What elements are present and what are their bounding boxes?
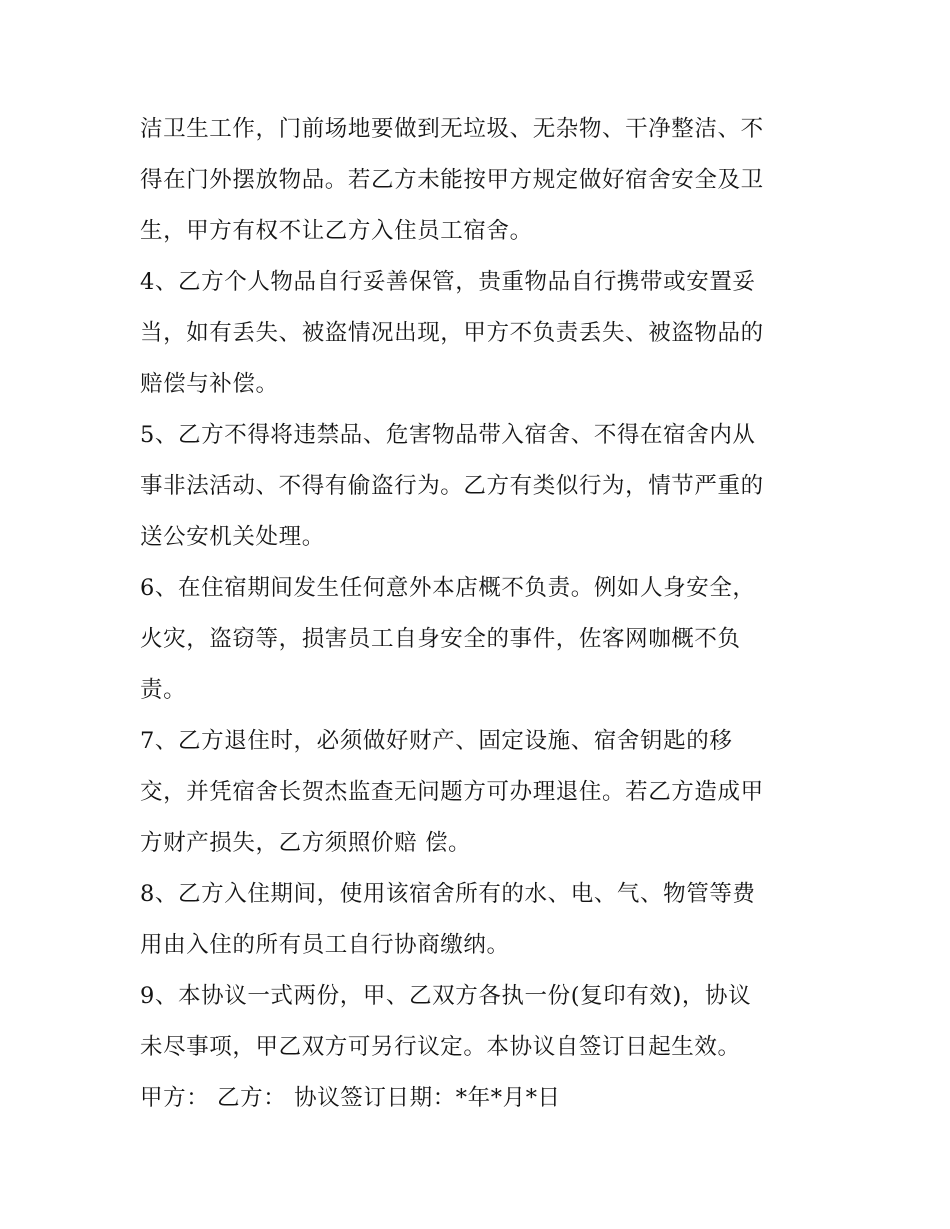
text-line: 用由入住的所有员工自行协商缴纳。 <box>140 932 510 958</box>
clause-9-line: 9、本协议一式两份，甲、乙双方各执一份(复印有效)，协议 <box>140 983 752 1009</box>
text-line: 洁卫生工作，门前场地要做到无垃圾、无杂物、干净整洁、不 <box>140 116 764 142</box>
text-line: 当，如有丢失、被盗情况出现，甲方不负责丢失、被盗物品的 <box>140 320 764 346</box>
text-line: 未尽事项，甲乙双方可另行议定。本协议自签订日起生效。 <box>140 1034 741 1060</box>
text-line: 责。 <box>140 677 187 703</box>
document-body <box>140 104 820 1124</box>
clause-6-line: 6、在住宿期间发生任何意外本店概不负责。例如人身安全， <box>140 575 756 601</box>
clause-5-line: 5、乙方不得将违禁品、危害物品带入宿舍、不得在宿舍内从 <box>140 422 756 448</box>
clause-8-line: 8、乙方入住期间，使用该宿舍所有的水、电、气、物管等费 <box>140 881 756 907</box>
text-line: 方财产损失，乙方须照价赔 偿。 <box>140 830 472 856</box>
clause-7-line: 7、乙方退住时，必须做好财产、固定设施、宿舍钥匙的移 <box>140 728 733 754</box>
text-line: 火灾，盗窃等，损害员工自身安全的事件，佐客网咖概不负 <box>140 626 741 652</box>
clause-4-line: 4、乙方个人物品自行妥善保管，贵重物品自行携带或安置妥 <box>140 269 756 295</box>
text-line: 赔偿与补偿。 <box>140 371 279 397</box>
text-line: 生，甲方有权不让乙方入住员工宿舍。 <box>140 218 533 244</box>
text-line: 得在门外摆放物品。若乙方未能按甲方规定做好宿舍安全及卫 <box>140 167 764 193</box>
text-line: 交，并凭宿舍长贺杰监查无问题方可办理退住。若乙方造成甲 <box>140 779 764 805</box>
text-line: 事非法活动、不得有偷盗行为。乙方有类似行为，情节严重的 <box>140 473 764 499</box>
signature-line: 甲方： 乙方： 协议签订日期：*年*月*日 <box>140 1085 561 1111</box>
text-line: 送公安机关处理。 <box>140 524 325 550</box>
